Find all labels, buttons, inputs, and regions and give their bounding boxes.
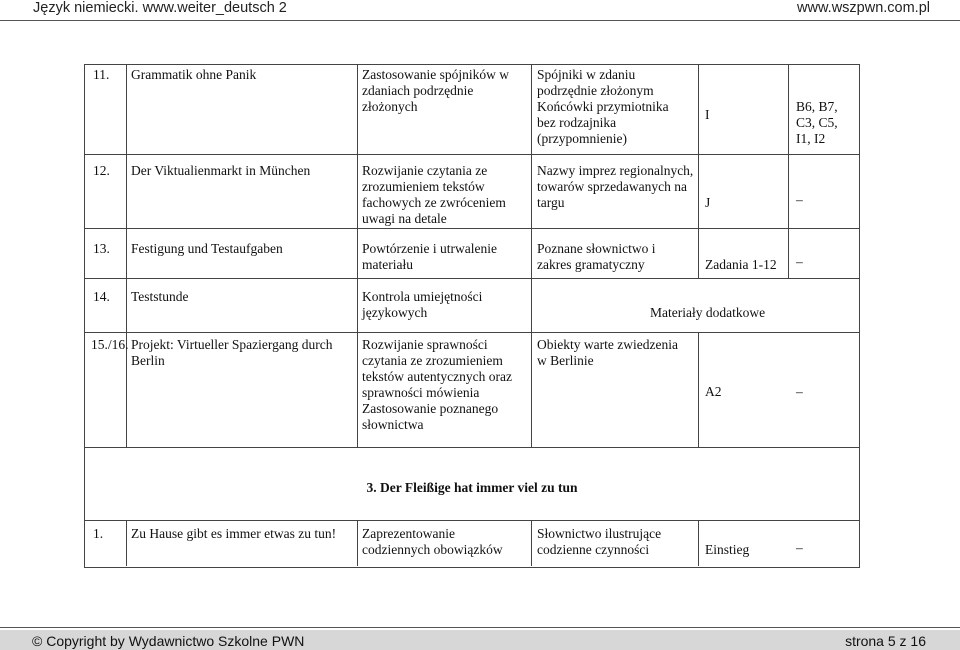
lesson-standards: – xyxy=(796,540,803,555)
row-divider xyxy=(84,332,860,333)
lesson-content: Spójniki w zdaniu podrzędnie złożonym Końcówki przymiotnika bez rodzajnika (przypomnienie) xyxy=(537,67,669,146)
row-divider xyxy=(84,154,860,155)
lesson-code: I xyxy=(705,107,710,122)
row-divider xyxy=(84,278,860,279)
lesson-title: Grammatik ohne Panik xyxy=(131,67,257,82)
col-divider xyxy=(698,64,699,278)
lesson-code: Zadania 1-12 xyxy=(705,257,777,272)
copyright: © Copyright by Wydawnictwo Szkolne PWN xyxy=(32,633,305,649)
section-title: 3. Der Fleißige hat immer viel zu tun xyxy=(366,480,578,495)
row-divider xyxy=(84,520,860,521)
footer-divider xyxy=(0,627,960,628)
lesson-content: Nazwy imprez regionalnych, towarów sprzedawanych na targu xyxy=(537,163,694,210)
col-divider xyxy=(531,520,532,566)
lesson-content: Obiekty warte zwiedzenia w Berlinie xyxy=(537,337,678,368)
header-divider xyxy=(0,20,960,21)
header-url: www.wszpwn.com.pl xyxy=(797,0,930,16)
col-divider xyxy=(126,278,127,332)
lesson-title: Festigung und Testaufgaben xyxy=(131,241,283,256)
row-divider xyxy=(84,447,860,448)
lesson-code: Einstieg xyxy=(705,542,750,557)
col-divider xyxy=(698,332,699,447)
page-number: strona 5 z 16 xyxy=(845,633,926,649)
col-divider xyxy=(357,64,358,278)
lesson-content: Poznane słownictwo i zakres gramatyczny xyxy=(537,241,656,272)
lesson-number: 12. xyxy=(93,163,110,178)
lesson-number: 1. xyxy=(93,526,104,541)
col-divider xyxy=(531,332,532,447)
lesson-goal: Powtórzenie i utrwalenie materiału xyxy=(362,241,497,272)
lesson-goal: Kontrola umiejętności językowych xyxy=(362,289,483,320)
lesson-title: Projekt: Virtueller Spaziergang durch Berlin xyxy=(131,337,333,368)
col-divider xyxy=(788,64,789,278)
lesson-standards: – xyxy=(796,254,803,269)
page-header xyxy=(0,0,960,20)
lesson-title: Zu Hause gibt es immer etwas zu tun! xyxy=(131,526,337,541)
col-divider xyxy=(357,332,358,447)
lesson-number: 11. xyxy=(93,67,110,82)
lesson-standards: – xyxy=(796,192,803,207)
lesson-number: 14. xyxy=(93,289,110,304)
extra-materials: Materiały dodatkowe xyxy=(650,305,766,320)
row-divider xyxy=(84,228,860,229)
col-divider xyxy=(357,278,358,332)
lesson-number: 15./16. xyxy=(91,337,129,352)
lesson-code: A2 xyxy=(705,384,722,399)
lesson-standards: B6, B7, C3, C5, I1, I2 xyxy=(796,99,838,146)
lesson-content: Słownictwo ilustrujące codzienne czynności xyxy=(537,526,662,557)
col-divider xyxy=(531,64,532,278)
lesson-goal: Rozwijanie sprawności czytania ze zrozumieniem tekstów autentycznych oraz sprawności mówienia Zastosowanie poznanego słownictwa xyxy=(362,337,512,432)
page-footer xyxy=(0,630,960,650)
lesson-title: Teststunde xyxy=(131,289,189,304)
lesson-title: Der Viktualienmarkt in München xyxy=(131,163,311,178)
lesson-number: 13. xyxy=(93,241,110,256)
col-divider xyxy=(531,278,532,332)
col-divider xyxy=(357,520,358,566)
lesson-code: J xyxy=(705,195,711,210)
lesson-goal: Zaprezentowanie codziennych obowiązków xyxy=(362,526,503,557)
lesson-standards: – xyxy=(796,384,803,399)
lesson-goal: Rozwijanie czytania ze zrozumieniem tekstów fachowych ze zwróceniem uwagi na detale xyxy=(362,163,506,226)
col-divider xyxy=(698,520,699,566)
lesson-goal: Zastosowanie spójników w zdaniach podrzędnie złożonych xyxy=(362,67,509,114)
header-title: Język niemiecki. www.weiter_deutsch 2 xyxy=(33,0,287,16)
